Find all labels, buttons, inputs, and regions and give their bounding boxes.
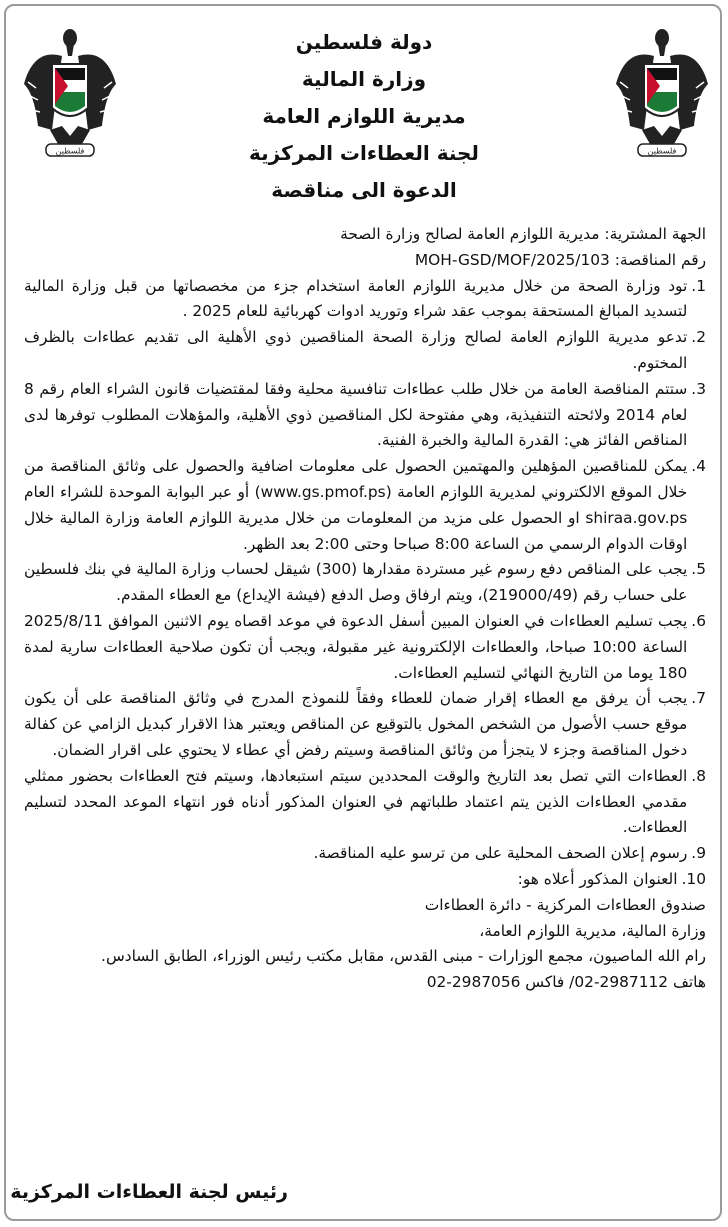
svg-text:فلسطين: فلسطين [55, 146, 85, 156]
item-number: 10. [681, 869, 706, 888]
address-line-3: رام الله الماصيون، مجمع الوزارات - مبنى القدس، مقابل مكتب رئيس الوزراء، الطابق السادس. [101, 947, 706, 966]
list-item [24, 686, 706, 763]
buyer-line: الجهة المشترية: مديرية اللوازم العامة لصالح وزارة الصحة [340, 225, 706, 243]
committee-name: لجنة العطاءات المركزية [249, 141, 479, 165]
tender-number-line [24, 248, 706, 274]
item-number: 9. [691, 844, 706, 863]
item-number: 5. [691, 560, 706, 579]
list-item [24, 841, 706, 867]
eagle-icon [22, 22, 118, 162]
letterhead [150, 24, 578, 209]
list-item [24, 377, 706, 454]
item-text: العنوان المذكور أعلاه هو: [517, 869, 678, 888]
item-text: رسوم إعلان الصحف المحلية على من ترسو عليه المناقصة. [313, 844, 688, 863]
list-item [24, 454, 706, 557]
item-text: يجب أن يرفق مع العطاء إقرار ضمان للعطاء وفقاً للنموذج المدرج في وثائق المناقصة على أن يكون موقع حسب الأصول من الشخص المخول بالتوقيع عن المناقص ويعتبر هذا الاقرار كبديل الزامي عن كفالة دخول المناقصة وجزء لا يتجزأ من وثائق المناقصة وسيتم رفض أي عطاء لا يحتوي على اقرار الضمان. [24, 689, 688, 759]
item-text: ستتم المناقصة العامة من خلال طلب عطاءات تنافسية محلية وفقا لمقتضيات قانون الشراء العام رقم 8 لعام 2014 ولائحته التنفيذية، وهي مفتوحة لكل المناقصين ذوي الأهلية، والمؤهلات المطلوب توفرها لدى المناقص الفائز هي: القدرة المالية والخبرة الفنية. [24, 379, 688, 450]
item-text: تدعو مديرية اللوازم العامة لصالح وزارة الصحة المناقصين ذوي الأهلية الى تقديم عطاءات بالظرف المختوم. [24, 328, 688, 372]
svg-text:فلسطين: فلسطين [647, 146, 677, 156]
item-text: يمكن للمناقصين المؤهلين والمهتمين الحصول على معلومات اضافية والحصول على وثائق المناقصة من خلال الموقع الالكتروني لمديرية اللوازم العامة (www.gs.pmof.ps) أو عبر البوابة الموحدة للشراء العام shiraa.gov.ps او الحصول على مزيد من المعلومات من خلال مديرية اللوازم العامة وزارة المالية خلال اوقات الدوام الرسمي من الساعة 8:00 صباحا وحتى 2:00 بعد الظهر. [24, 457, 688, 553]
list-item [24, 867, 706, 893]
item-number: 4. [691, 457, 706, 476]
list-item [24, 609, 706, 686]
ministry-name: وزارة المالية [301, 67, 427, 91]
list-item [24, 557, 706, 609]
eagle-icon [614, 22, 710, 162]
list-item [24, 764, 706, 841]
document-title: الدعوة الى مناقصة [271, 178, 457, 202]
address-line-1: صندوق العطاءات المركزية - دائرة العطاءات [424, 895, 706, 914]
directorate-name: مديرية اللوازم العامة [262, 104, 466, 128]
item-number: 8. [691, 766, 706, 785]
signature-block: رئيس لجنة العطاءات المركزية [10, 1181, 288, 1203]
item-number: 7. [691, 689, 706, 708]
item-text: يجب تسليم العطاءات في العنوان المبين أسفل الدعوة في موعد اقصاه يوم الاثنين الموافق 2025/8/11 الساعة 10:00 صباحا، والعطاءات الإلكترونية غير مقبولة، ويجب أن تكون صلاحية العطاءات سارية لمدة 180 يوما من التاريخ النهائي لتسليم العطاءات. [24, 611, 688, 682]
address-line-2: وزارة المالية، مديرية اللوازم العامة، [479, 921, 706, 940]
state-name: دولة فلسطين [295, 30, 433, 54]
item-text: العطاءات التي تصل بعد التاريخ والوقت المحددين سيتم استبعادها، وسيتم فتح العطاءات بحضور ممثلي مقدمي العطاءات الذين يتم اعتماد طلباتهم في العنوان المذكور أدناه فور انتهاء الموعد المحدد لتسليم العطاءات. [24, 766, 688, 837]
tender-number-label: رقم المناقصة: [609, 250, 706, 269]
item-number: 3. [691, 379, 706, 398]
list-item [24, 325, 706, 377]
contact-line: هاتف 2987112-02/ فاكس 2987056-02 [426, 973, 706, 992]
item-text: تود وزارة الصحة من خلال مديرية اللوازم العامة استخدام جزء من مخصصاتها من قبل وزارة المالية لتسديد المبالغ المستحقة بموجب عقد شراء وتوريد ادوات كهربائية للعام 2025 . [24, 276, 688, 321]
palestine-eagle-emblem-right [614, 22, 710, 162]
item-number: 2. [691, 328, 706, 347]
item-text: يجب على المناقص دفع رسوم غير مستردة مقدارها (300) شيقل لحساب وزارة المالية في بنك فلسطين على حساب رقم (219000/49)، ويتم ارفاق وصل الدفع (فيشة الإيداع) مع العطاء المقدم. [24, 560, 688, 605]
item-number: 1. [691, 276, 706, 295]
list-item [24, 274, 706, 326]
palestine-eagle-emblem-left [22, 22, 118, 162]
tender-number: MOH-GSD/MOF/2025/103 [414, 250, 610, 269]
tender-notice-body [24, 222, 706, 996]
item-number: 6. [691, 611, 706, 630]
